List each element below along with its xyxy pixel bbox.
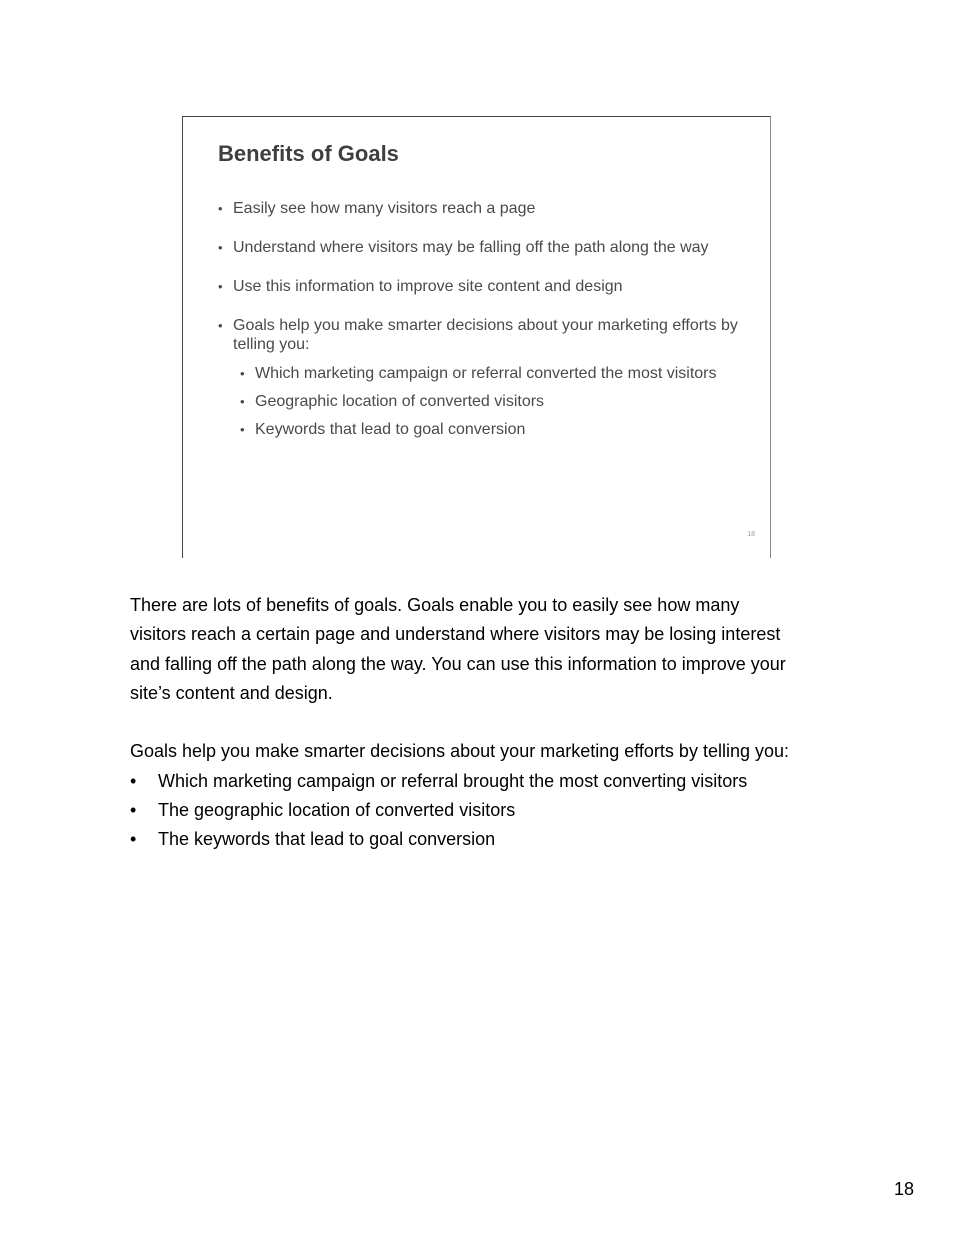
slide-title: Benefits of Goals [218,141,399,166]
slide-sub-bullet: • Keywords that lead to goal conversion [240,420,748,439]
notes-bullet-list [130,767,790,855]
page-number: 18 [893,1179,914,1199]
notes-bullet: • The geographic location of converted visitors [130,796,790,825]
slide-number: 18 [747,531,755,538]
slide-bullet: • Easily see how many visitors reach a page [218,199,748,218]
slide-bullet-list [218,199,748,459]
slide-sub-bullet: • Which marketing campaign or referral converted the most visitors [240,364,748,383]
slide-bullet: • Use this information to improve site content and design [218,277,748,296]
slide-bullet: • Understand where visitors may be falling off the path along the way [218,238,748,257]
notes-paragraph: Goals help you make smarter decisions about your marketing efforts by telling you: [130,741,789,762]
notes-bullet: • The keywords that lead to goal conversion [130,825,790,854]
slide-thumbnail [182,116,771,558]
notes-text [130,591,790,855]
notes-bullet: • Which marketing campaign or referral brought the most converting visitors [130,767,790,796]
slide-sub-bullet: • Geographic location of converted visitors [240,392,748,411]
slide-sub-bullet-list [233,364,748,439]
slide-bullet: • Goals help you make smarter decisions about your marketing efforts by telling you: • Which marketing campaign or referral converted the most visitors • Geographic location of converted visitors • Keywords that lead to goal conversion [218,316,748,439]
notes-paragraph: There are lots of benefits of goals. Goals enable you to easily see how many visitors reach a certain page and understand where visitors may be losing interest and falling off the path along the way. You can use this information to improve your site’s content and design. [130,595,786,703]
